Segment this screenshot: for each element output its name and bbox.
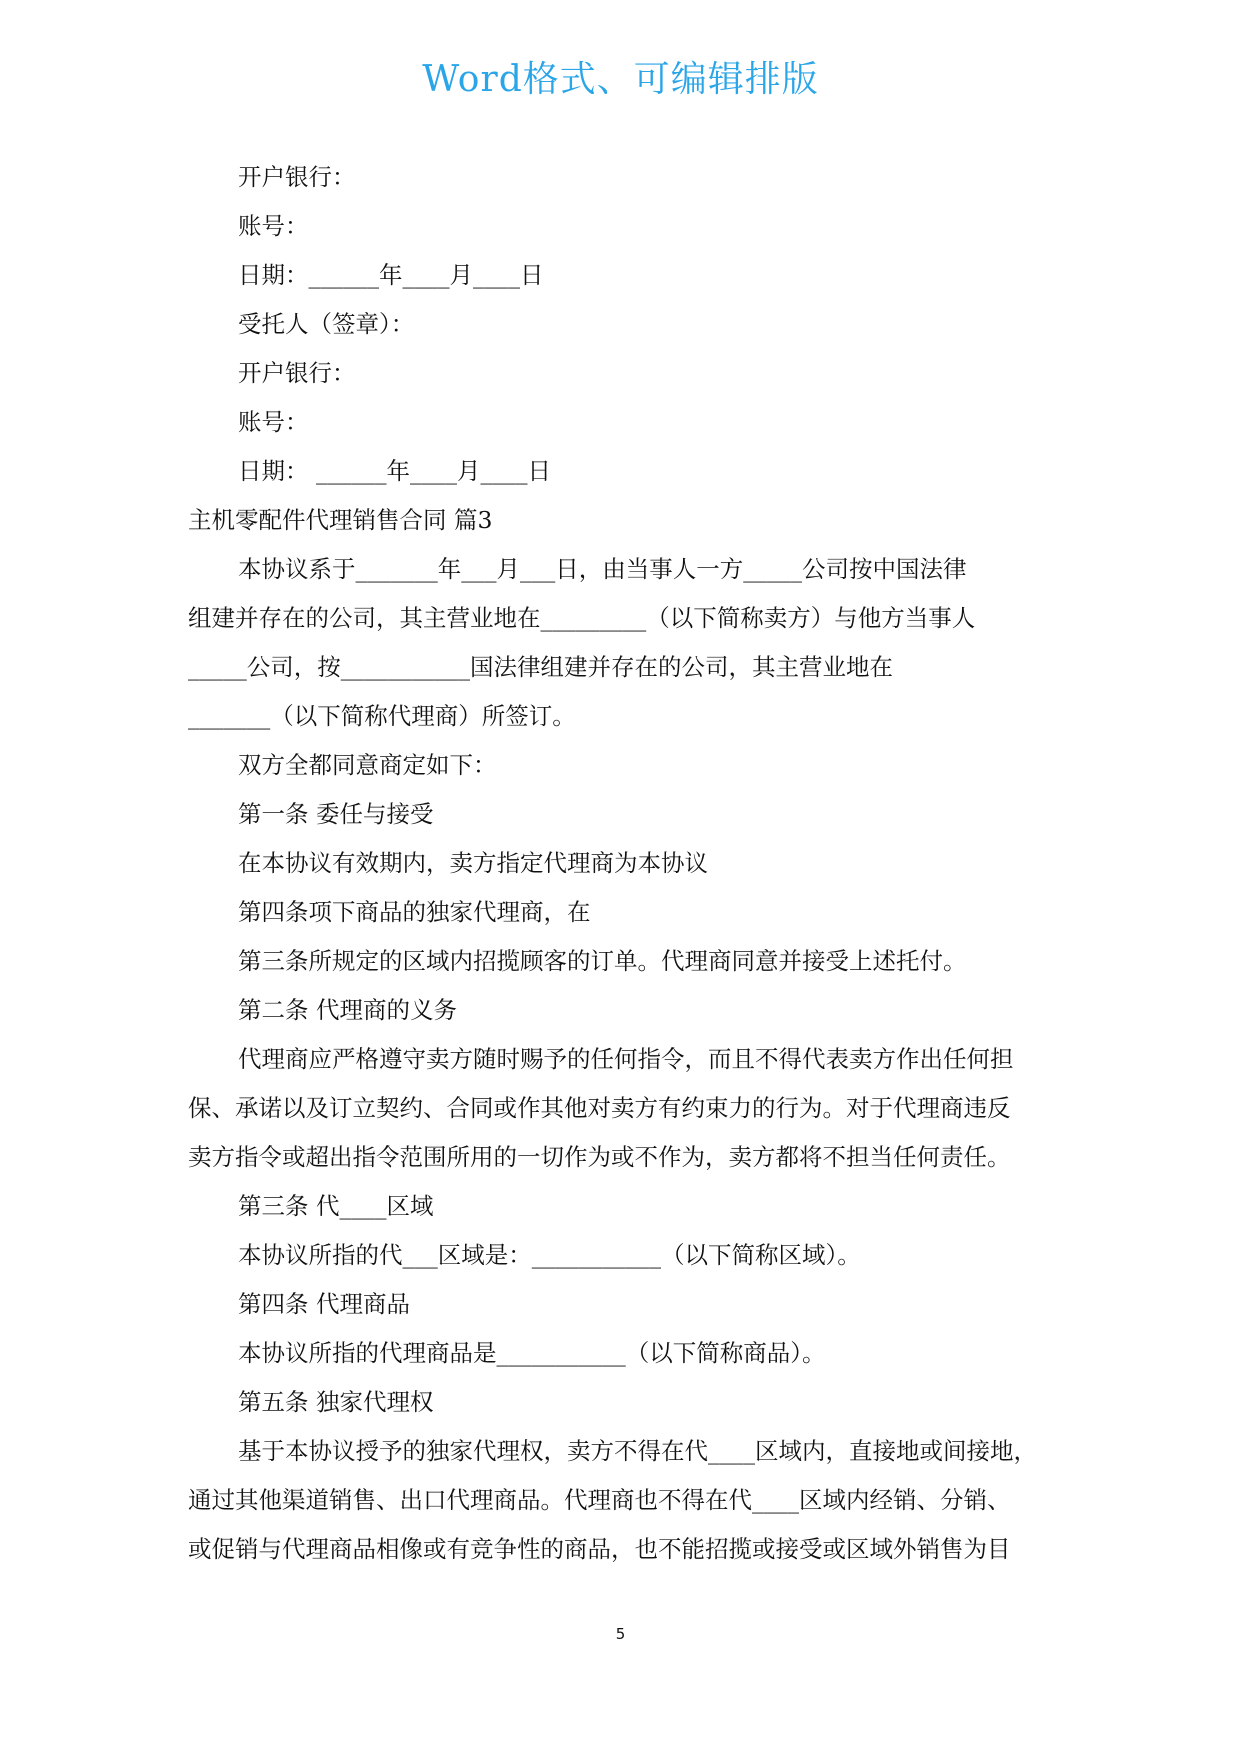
text-line: 账号： <box>238 408 309 436</box>
text-line: 基于本协议授予的独家代理权，卖方不得在代____区域内，直接地或间接地， <box>238 1437 1037 1465</box>
document-body <box>188 153 1068 1574</box>
text-line: 受托人（签章）： <box>238 310 415 338</box>
text-line: 主机零配件代理销售合同 篇3 <box>188 506 493 534</box>
text-line: 保、承诺以及订立契约、合同或作其他对卖方有约束力的行为。对于代理商违反 <box>188 1094 1011 1122</box>
text-line: 本协议所指的代理商品是___________（以下简称商品）。 <box>238 1339 826 1367</box>
page-number: 5 <box>615 1625 626 1643</box>
text-line: _____公司，按___________国法律组建并存在的公司，其主营业地在 <box>188 653 893 681</box>
text-line: 本协议所指的代___区域是：___________（以下简称区域）。 <box>238 1241 861 1269</box>
text-line: 第二条 代理商的义务 <box>238 996 457 1024</box>
text-line: 日期： ______年____月____日 <box>238 457 551 485</box>
text-line: 通过其他渠道销售、出口代理商品。代理商也不得在代____区域内经销、分销、 <box>188 1486 1011 1514</box>
text-line: 卖方指令或超出指令范围所用的一切作为或不作为，卖方都将不担当任何责任。 <box>188 1143 1011 1171</box>
text-line: 第四条项下商品的独家代理商，在 <box>238 898 591 926</box>
text-line: 组建并存在的公司，其主营业地在_________（以下简称卖方）与他方当事人 <box>188 604 976 632</box>
text-line: 双方全都同意商定如下： <box>238 751 497 779</box>
text-line: 或促销与代理商品相像或有竞争性的商品，也不能招揽或接受或区域外销售为目 <box>188 1535 1011 1563</box>
text-line: 本协议系于_______年___月___日，由当事人一方_____公司按中国法律 <box>238 555 967 583</box>
text-line: 开户银行： <box>238 163 356 191</box>
text-line: 在本协议有效期内，卖方指定代理商为本协议 <box>238 849 708 877</box>
text-line: 第四条 代理商品 <box>238 1290 410 1318</box>
text-line: 第三条所规定的区域内招揽顾客的订单。代理商同意并接受上述托付。 <box>238 947 967 975</box>
text-line: 第三条 代____区域 <box>238 1192 434 1220</box>
text-line: _______（以下简称代理商）所签订。 <box>188 702 576 730</box>
text-line: 账号： <box>238 212 309 240</box>
text-line: 第五条 独家代理权 <box>238 1388 434 1416</box>
text-line: 代理商应严格遵守卖方随时赐予的任何指令，而且不得代表卖方作出任何担 <box>238 1045 1014 1073</box>
text-line: 开户银行： <box>238 359 356 387</box>
page-header-title: Word格式、可编辑排版 <box>422 59 819 100</box>
text-line: 第一条 委任与接受 <box>238 800 434 828</box>
text-line: 日期：______年____月____日 <box>238 261 544 289</box>
